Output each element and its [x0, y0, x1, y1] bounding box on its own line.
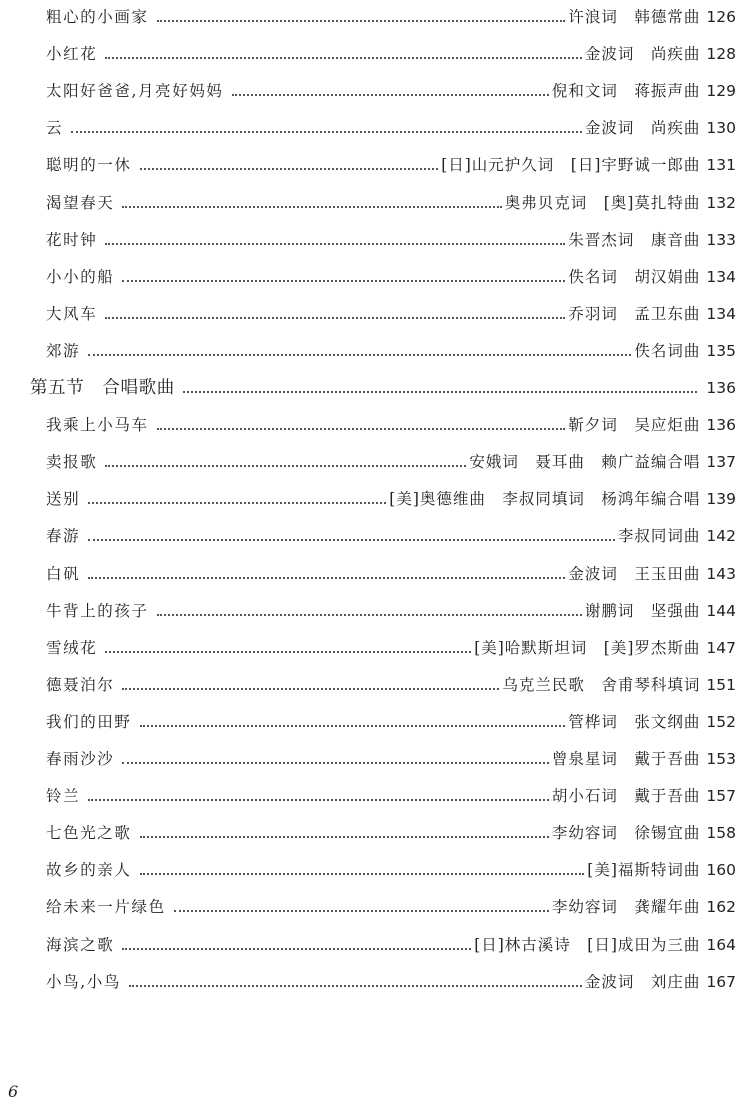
toc-entry-page: 126	[706, 8, 736, 26]
toc-entry[interactable]	[46, 447, 736, 473]
toc-entry-credit: [日]林古溪诗 [日]成田为三曲	[474, 935, 701, 954]
toc-entry-title: 渴望春天	[46, 193, 115, 212]
dot-leader	[140, 167, 439, 170]
toc-entry-title: 牛背上的孩子	[46, 601, 149, 620]
toc-entry-page: 152	[706, 712, 736, 731]
toc-entry-title: 聪明的一休	[46, 156, 132, 175]
dot-leader	[174, 909, 549, 912]
toc-entry-page: 144	[706, 601, 736, 620]
toc-entry-credit: 佚名词曲	[634, 341, 701, 360]
toc-entry-page: 131	[706, 156, 736, 175]
toc-entry-credit: 许浪词 韩德常曲	[568, 8, 701, 26]
toc-entry[interactable]	[46, 818, 736, 844]
toc-entry-page: 164	[706, 935, 736, 954]
toc-entry[interactable]	[46, 76, 736, 102]
toc-entry-page: 147	[706, 638, 736, 657]
toc-entry-credit: 佚名词 胡汉娟曲	[568, 267, 701, 286]
toc-entry-credit: [美]哈默斯坦词 [美]罗杰斯曲	[474, 638, 701, 657]
toc-entry[interactable]	[46, 967, 736, 993]
toc-entry[interactable]	[46, 670, 736, 696]
toc-entry-title: 给未来一片绿色	[46, 898, 166, 917]
toc-entry-page: 136	[706, 379, 736, 397]
toc-entry-page: 143	[706, 564, 736, 583]
toc-entry-title: 粗心的小画家	[46, 8, 149, 26]
dot-leader	[88, 576, 565, 579]
toc-entry-credit: 金波词 王玉田曲	[568, 564, 701, 583]
toc-entry-title: 我乘上小马车	[46, 416, 149, 435]
toc-entry-title: 小红花	[46, 45, 98, 64]
toc-entry[interactable]	[46, 150, 736, 176]
dot-leader	[140, 872, 585, 875]
toc-entry-page: 128	[706, 45, 736, 64]
toc-entry-title: 云	[46, 119, 64, 138]
toc-entry-page: 137	[706, 453, 736, 472]
toc-entry-title: 郊游	[46, 341, 81, 360]
toc-entry[interactable]	[46, 262, 736, 288]
dot-leader	[157, 427, 566, 430]
dot-leader	[105, 316, 565, 319]
toc-entry-title: 雪绒花	[46, 638, 98, 657]
toc-entry[interactable]	[46, 225, 736, 251]
toc-entry-page: 160	[706, 861, 736, 880]
toc-section-heading[interactable]	[30, 373, 736, 399]
toc-entry-page: 158	[706, 824, 736, 843]
toc-entry[interactable]	[46, 744, 736, 770]
dot-leader	[71, 130, 582, 133]
toc-entry[interactable]	[46, 336, 736, 362]
toc-entry-page: 167	[706, 972, 736, 991]
toc-entry-credit: 胡小石词 戴于吾曲	[551, 787, 701, 806]
toc-entry-credit: [美]福斯特词曲	[587, 861, 701, 880]
toc-entry[interactable]	[46, 930, 736, 956]
toc-entry-page: 151	[706, 675, 736, 694]
toc-entry-credit: 乔羽词 孟卫东曲	[568, 304, 701, 323]
dot-leader	[88, 353, 631, 356]
dot-leader	[88, 538, 615, 541]
toc-entry-page: 142	[706, 527, 736, 546]
dot-leader	[183, 390, 698, 393]
toc-entry-page: 130	[706, 119, 736, 138]
toc-entry-page: 136	[706, 416, 736, 435]
dot-leader	[88, 798, 549, 801]
toc-entry-credit: 金波词 尚疾曲	[584, 45, 701, 64]
dot-leader	[105, 56, 582, 59]
toc-entry-page: 132	[706, 193, 736, 212]
toc-entry-credit: [日]山元护久词 [日]宇野诚一郎曲	[441, 156, 701, 175]
dot-leader	[105, 242, 565, 245]
toc-entry-title: 春游	[46, 527, 81, 546]
toc-entry-credit: 谢鹏词 坚强曲	[584, 601, 701, 620]
dot-leader	[122, 687, 499, 690]
toc-entry[interactable]	[46, 707, 736, 733]
dot-leader	[140, 835, 549, 838]
toc-entry-title: 铃兰	[46, 787, 81, 806]
toc-entry[interactable]	[46, 2, 736, 28]
toc-entry-title: 故乡的亲人	[46, 861, 132, 880]
toc-entry-credit: 倪和文词 蒋振声曲	[551, 82, 701, 101]
toc-entry-title: 花时钟	[46, 230, 98, 249]
dot-leader	[122, 205, 501, 208]
toc-entry-title: 小小的船	[46, 267, 115, 286]
toc-entry-title: 春雨沙沙	[46, 750, 115, 768]
toc-entry-credit: 金波词 刘庄曲	[584, 972, 701, 991]
toc-entry-page: 139	[706, 490, 736, 509]
toc-entry-page: 135	[706, 341, 736, 360]
toc-entry[interactable]	[46, 633, 736, 659]
toc-entry[interactable]	[46, 855, 736, 881]
toc-entry-title: 送别	[46, 490, 81, 509]
toc-entry-title: 小鸟,小鸟	[46, 972, 121, 991]
toc-entry[interactable]	[46, 113, 736, 139]
toc-entry[interactable]	[46, 521, 736, 547]
toc-entry-credit: 金波词 尚疾曲	[584, 119, 701, 138]
toc-entry-title: 大风车	[46, 304, 98, 323]
toc-entry-title: 德聂泊尔	[46, 675, 115, 694]
toc-entry[interactable]	[46, 188, 736, 214]
toc-entry-credit: 李叔同词曲	[617, 527, 701, 546]
dot-leader	[122, 279, 565, 282]
toc-entry[interactable]	[46, 892, 736, 918]
toc-entry-title: 我们的田野	[46, 712, 132, 731]
toc-entry-credit: 安娥词 聂耳曲 赖广益编合唱	[469, 453, 701, 472]
dot-leader	[122, 947, 471, 950]
dot-leader	[88, 501, 386, 504]
toc-entry[interactable]	[46, 410, 736, 436]
dot-leader	[122, 761, 548, 764]
toc-entry-credit: 曾泉星词 戴于吾曲	[551, 750, 701, 768]
toc-entry-credit: 管桦词 张文纲曲	[568, 712, 701, 731]
toc-entry-credit: 朱晋杰词 康音曲	[568, 230, 701, 249]
toc-entry-title: 太阳好爸爸,月亮好妈妈	[46, 82, 224, 101]
toc-entry[interactable]	[46, 559, 736, 585]
toc-entry-page: 134	[706, 267, 736, 286]
toc-entry-page: 129	[706, 82, 736, 101]
page-number: 6	[8, 1082, 19, 1101]
toc-entry-credit: 奥弗贝克词 [奥]莫扎特曲	[504, 193, 701, 212]
toc-entry-credit: 李幼容词 徐锡宜曲	[551, 824, 701, 843]
toc-entry[interactable]	[46, 781, 736, 807]
dot-leader	[232, 93, 549, 96]
toc-entry-page: 162	[706, 898, 736, 917]
toc-entry[interactable]	[46, 596, 736, 622]
toc-entry-page: 133	[706, 230, 736, 249]
toc-entry-credit: 李幼容词 龚耀年曲	[551, 898, 701, 917]
dot-leader	[105, 464, 466, 467]
toc-entry-credit: 靳夕词 吴应炬曲	[568, 416, 701, 435]
toc-entry-credit: 乌克兰民歌 舍甫琴科填词	[502, 675, 701, 694]
toc-entry[interactable]	[46, 39, 736, 65]
toc-entry-title: 白矾	[46, 564, 81, 583]
toc-entry-page: 157	[706, 787, 736, 806]
dot-leader	[129, 984, 582, 987]
dot-leader	[157, 19, 566, 22]
dot-leader	[140, 724, 566, 727]
toc-entry-title: 卖报歌	[46, 453, 98, 472]
dot-leader	[105, 650, 471, 653]
toc-entry[interactable]	[46, 484, 736, 510]
toc-entry-title: 海滨之歌	[46, 935, 115, 954]
toc-entry-title: 第五节 合唱歌曲	[30, 378, 175, 398]
toc-entry-page: 153	[706, 750, 736, 768]
toc-entry-page: 134	[706, 304, 736, 323]
toc-entry-title: 七色光之歌	[46, 824, 132, 843]
dot-leader	[157, 613, 582, 616]
toc-entry[interactable]	[46, 299, 736, 325]
toc-entry-credit: [美]奥德维曲 李叔同填词 杨鸿年编合唱	[389, 490, 701, 509]
